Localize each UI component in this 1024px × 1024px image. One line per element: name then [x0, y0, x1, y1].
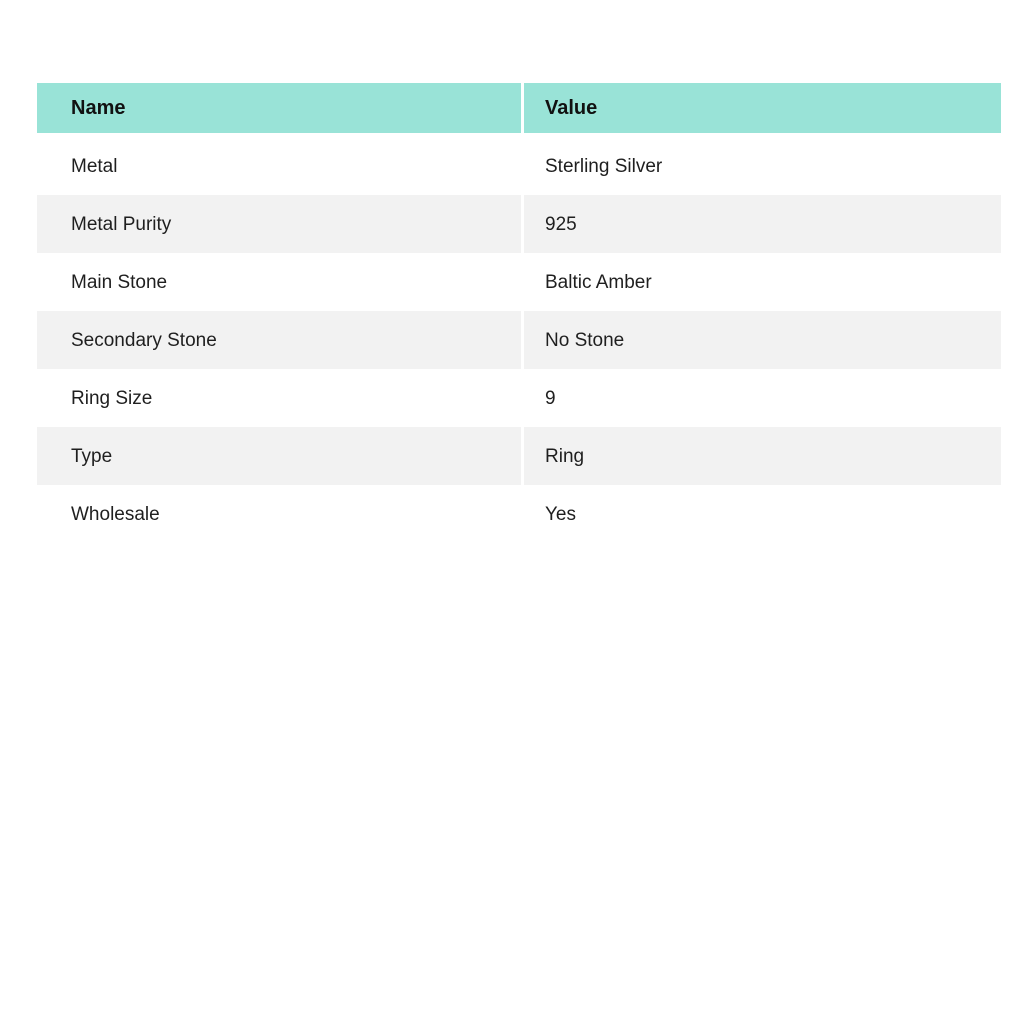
row-name-cell: Type — [37, 427, 521, 485]
row-value-cell: Ring — [524, 427, 1001, 485]
table-row — [37, 485, 1001, 543]
row-name-cell: Metal — [71, 155, 118, 177]
row-value-cell: No Stone — [524, 311, 1001, 369]
row-name-cell: Wholesale — [71, 503, 160, 525]
row-value-cell: Sterling Silver — [545, 155, 663, 177]
row-name-cell: Ring Size — [71, 387, 153, 409]
row-value-cell: 925 — [524, 195, 1001, 253]
table-header-row — [37, 83, 1001, 133]
value-column-header: Value — [524, 83, 1001, 133]
name-column-header: Name — [37, 83, 521, 133]
row-name-cell: Main Stone — [71, 271, 168, 293]
row-value-cell: 9 — [545, 387, 556, 409]
row-value-cell: Baltic Amber — [545, 271, 652, 293]
table-row — [37, 195, 1001, 253]
table-row — [37, 137, 1001, 195]
product-attributes-table — [37, 83, 1001, 543]
table-row — [37, 253, 1001, 311]
table-row — [37, 311, 1001, 369]
row-name-cell: Secondary Stone — [37, 311, 521, 369]
row-name-cell: Metal Purity — [37, 195, 521, 253]
row-value-cell: Yes — [545, 503, 576, 525]
table-row — [37, 427, 1001, 485]
table-row — [37, 369, 1001, 427]
